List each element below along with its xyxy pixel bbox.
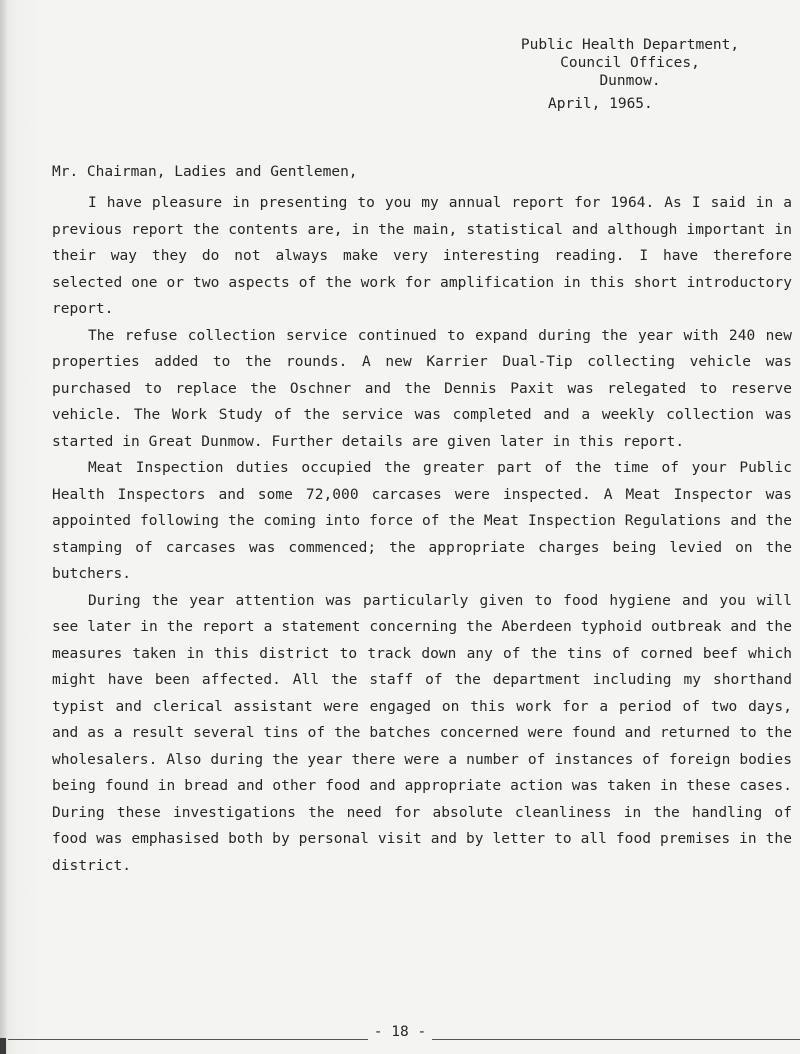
scan-corner-mark <box>0 1038 6 1054</box>
paragraph-food-hygiene: During the year attention was particularly given to food hygiene and you will see later in the report a statement concerning the Aberdeen typhoid outbreak and the measures taken in this district to track down any of the tins of corned beef which might have been affected. All the staff of the department including my shorthand typist and clerical assistant were engaged on this work for a period of two days, and as a result several tins of the batches concerned were found and returned to the wholesalers. Also during the year there were a number of instances of foreign bodies being found in bread and other food and appropriate action was taken in these cases. During these investigations the need for absolute cleanliness in the handling of food was emphasised both by personal visit and by letter to all food premises in the district. <box>52 592 792 874</box>
paragraph-meat-inspection: Meat Inspection duties occupied the greater part of the time of your Public Health Inspectors and some 72,000 carcases were inspected. A Meat Inspector was appointed following the coming into force of the Meat Inspection Regulations and the stamping of carcases was commenced; the appropriate charges being levied on the butchers. <box>52 460 792 582</box>
letterhead-address <box>510 36 750 90</box>
address-line-department: Public Health Department, <box>520 37 740 53</box>
letter-date: April, 1965. <box>548 96 653 112</box>
address-line-town: Dunmow. <box>599 73 661 89</box>
page-edge-shadow <box>0 0 8 1054</box>
paragraph-introduction: I have pleasure in presenting to you my annual report for 1964. As I said in a previous report the contents are, in the main, statistical and although important in their way they do not always make very interesting reading. I have therefore selected one or two aspects of the work for amplification in this short introductory report. <box>52 195 792 317</box>
page-number-text: - 18 - <box>368 1024 432 1040</box>
salutation: Mr. Chairman, Ladies and Gentlemen, <box>52 164 358 180</box>
report-body <box>52 190 792 879</box>
page-number <box>0 1024 800 1040</box>
paragraph-refuse-collection: The refuse collection service continued to expand during the year with 240 new properties added to the rounds. A new Karrier Dual-Tip collecting vehicle was purchased to replace the Oschner and the Dennis Paxit was relegated to reserve vehicle. The Work Study of the service was completed and a weekly collection was started in Great Dunmow. Further details are given later in this report. <box>52 327 792 450</box>
address-line-offices: Council Offices, <box>560 55 700 71</box>
